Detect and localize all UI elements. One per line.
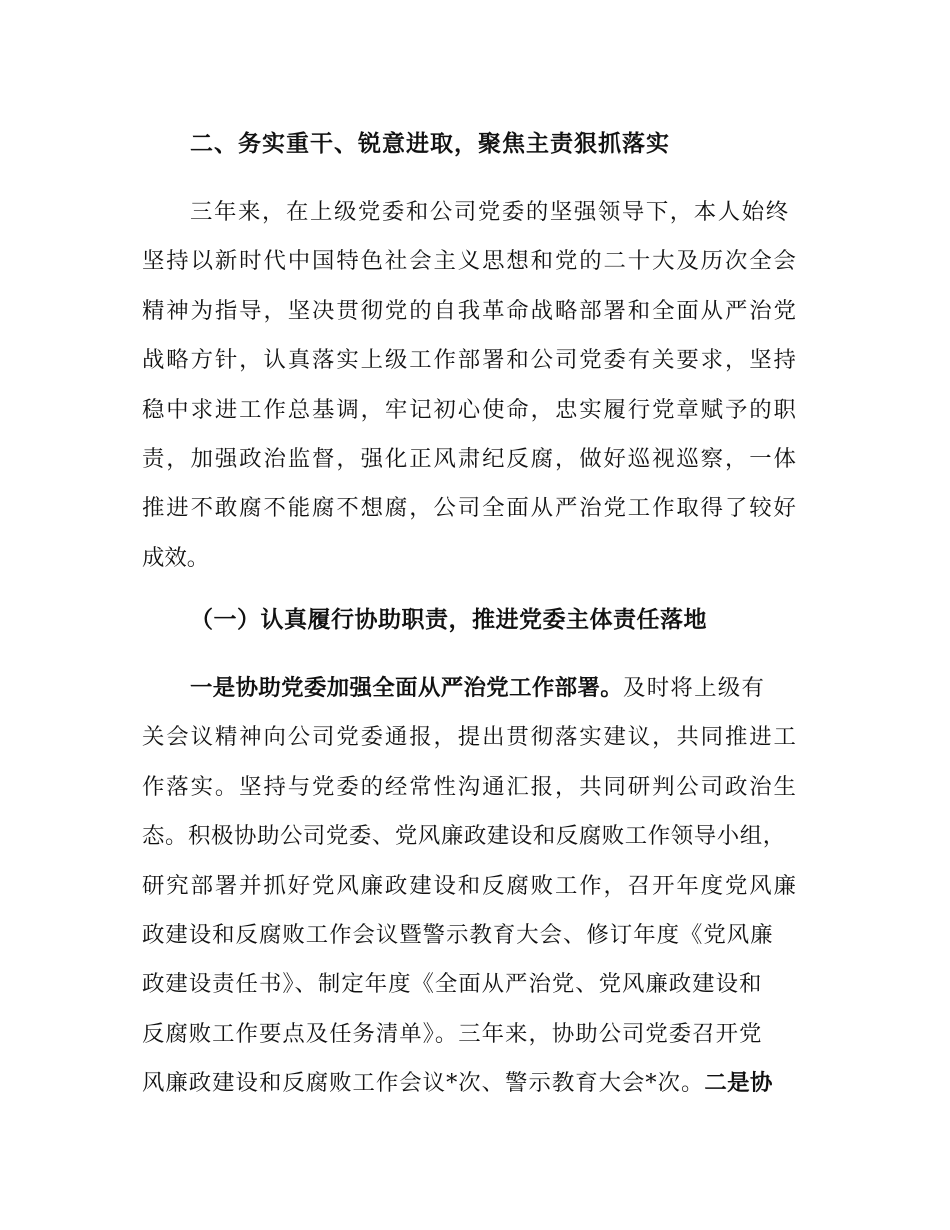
paragraph-line: 成效。 — [142, 544, 210, 571]
bold-lead-text: 二是协 — [704, 1070, 773, 1097]
paragraph-line: 研究部署并抓好党风廉政建设和反腐败工作，召开年度党风廉 — [142, 872, 798, 899]
paragraph-line: 战略方针，认真落实上级工作部署和公司党委有关要求，坚持 — [142, 347, 798, 374]
subsection-heading: （一）认真履行协助职责，推进党委主体责任落地 — [190, 607, 707, 633]
paragraph-line — [142, 1059, 822, 1108]
paragraph-line: 关会议精神向公司党委通报，提出贯彻落实建议，共同推进工 — [142, 724, 798, 751]
paragraph-line: 作落实。坚持与党委的经常性沟通汇报，共同研判公司政治生 — [142, 773, 798, 800]
paragraph-line: 坚持以新时代中国特色社会主义思想和党的二十大及历次全会 — [142, 248, 798, 275]
bold-lead-text: 一是协助党委加强全面从严治党工作部署。 — [190, 675, 624, 701]
paragraph-line: 三年来，在上级党委和公司党委的坚强领导下，本人始终 — [190, 199, 790, 225]
line-text: 风廉政建设和反腐败工作会议*次、警示教育大会*次。 — [142, 1070, 705, 1097]
line-text: 及时将上级有 — [623, 675, 766, 701]
paragraph-line: 政建设和反腐败工作会议暨警示教育大会、修订年度《党风廉 — [142, 921, 774, 948]
paragraph-line: 态。积极协助公司党委、党风廉政建设和反腐败工作领导小组， — [142, 823, 786, 850]
paragraph-line: 精神为指导，坚决贯彻党的自我革命战略部署和全面从严治党 — [142, 297, 798, 324]
intro-paragraph — [142, 188, 822, 583]
paragraph-line: 反腐败工作要点及任务清单》。三年来，协助公司党委召开党 — [142, 1020, 763, 1047]
body-paragraph — [142, 664, 822, 1109]
paragraph-line: 推进不敢腐不能腐不想腐，公司全面从严治党工作取得了较好 — [142, 495, 798, 522]
paragraph-line — [142, 664, 822, 713]
paragraph-line: 责，加强政治监督，强化正风肃纪反腐，做好巡视巡察，一体 — [142, 445, 798, 472]
section-heading: 二、务实重干、锐意进取，聚焦主责狠抓落实 — [190, 131, 670, 157]
paragraph-line: 政建设责任书》、制定年度《全面从严治党、党风廉政建设和 — [142, 971, 763, 998]
paragraph-line: 稳中求进工作总基调，牢记初心使命，忠实履行党章赋予的职 — [142, 396, 798, 423]
